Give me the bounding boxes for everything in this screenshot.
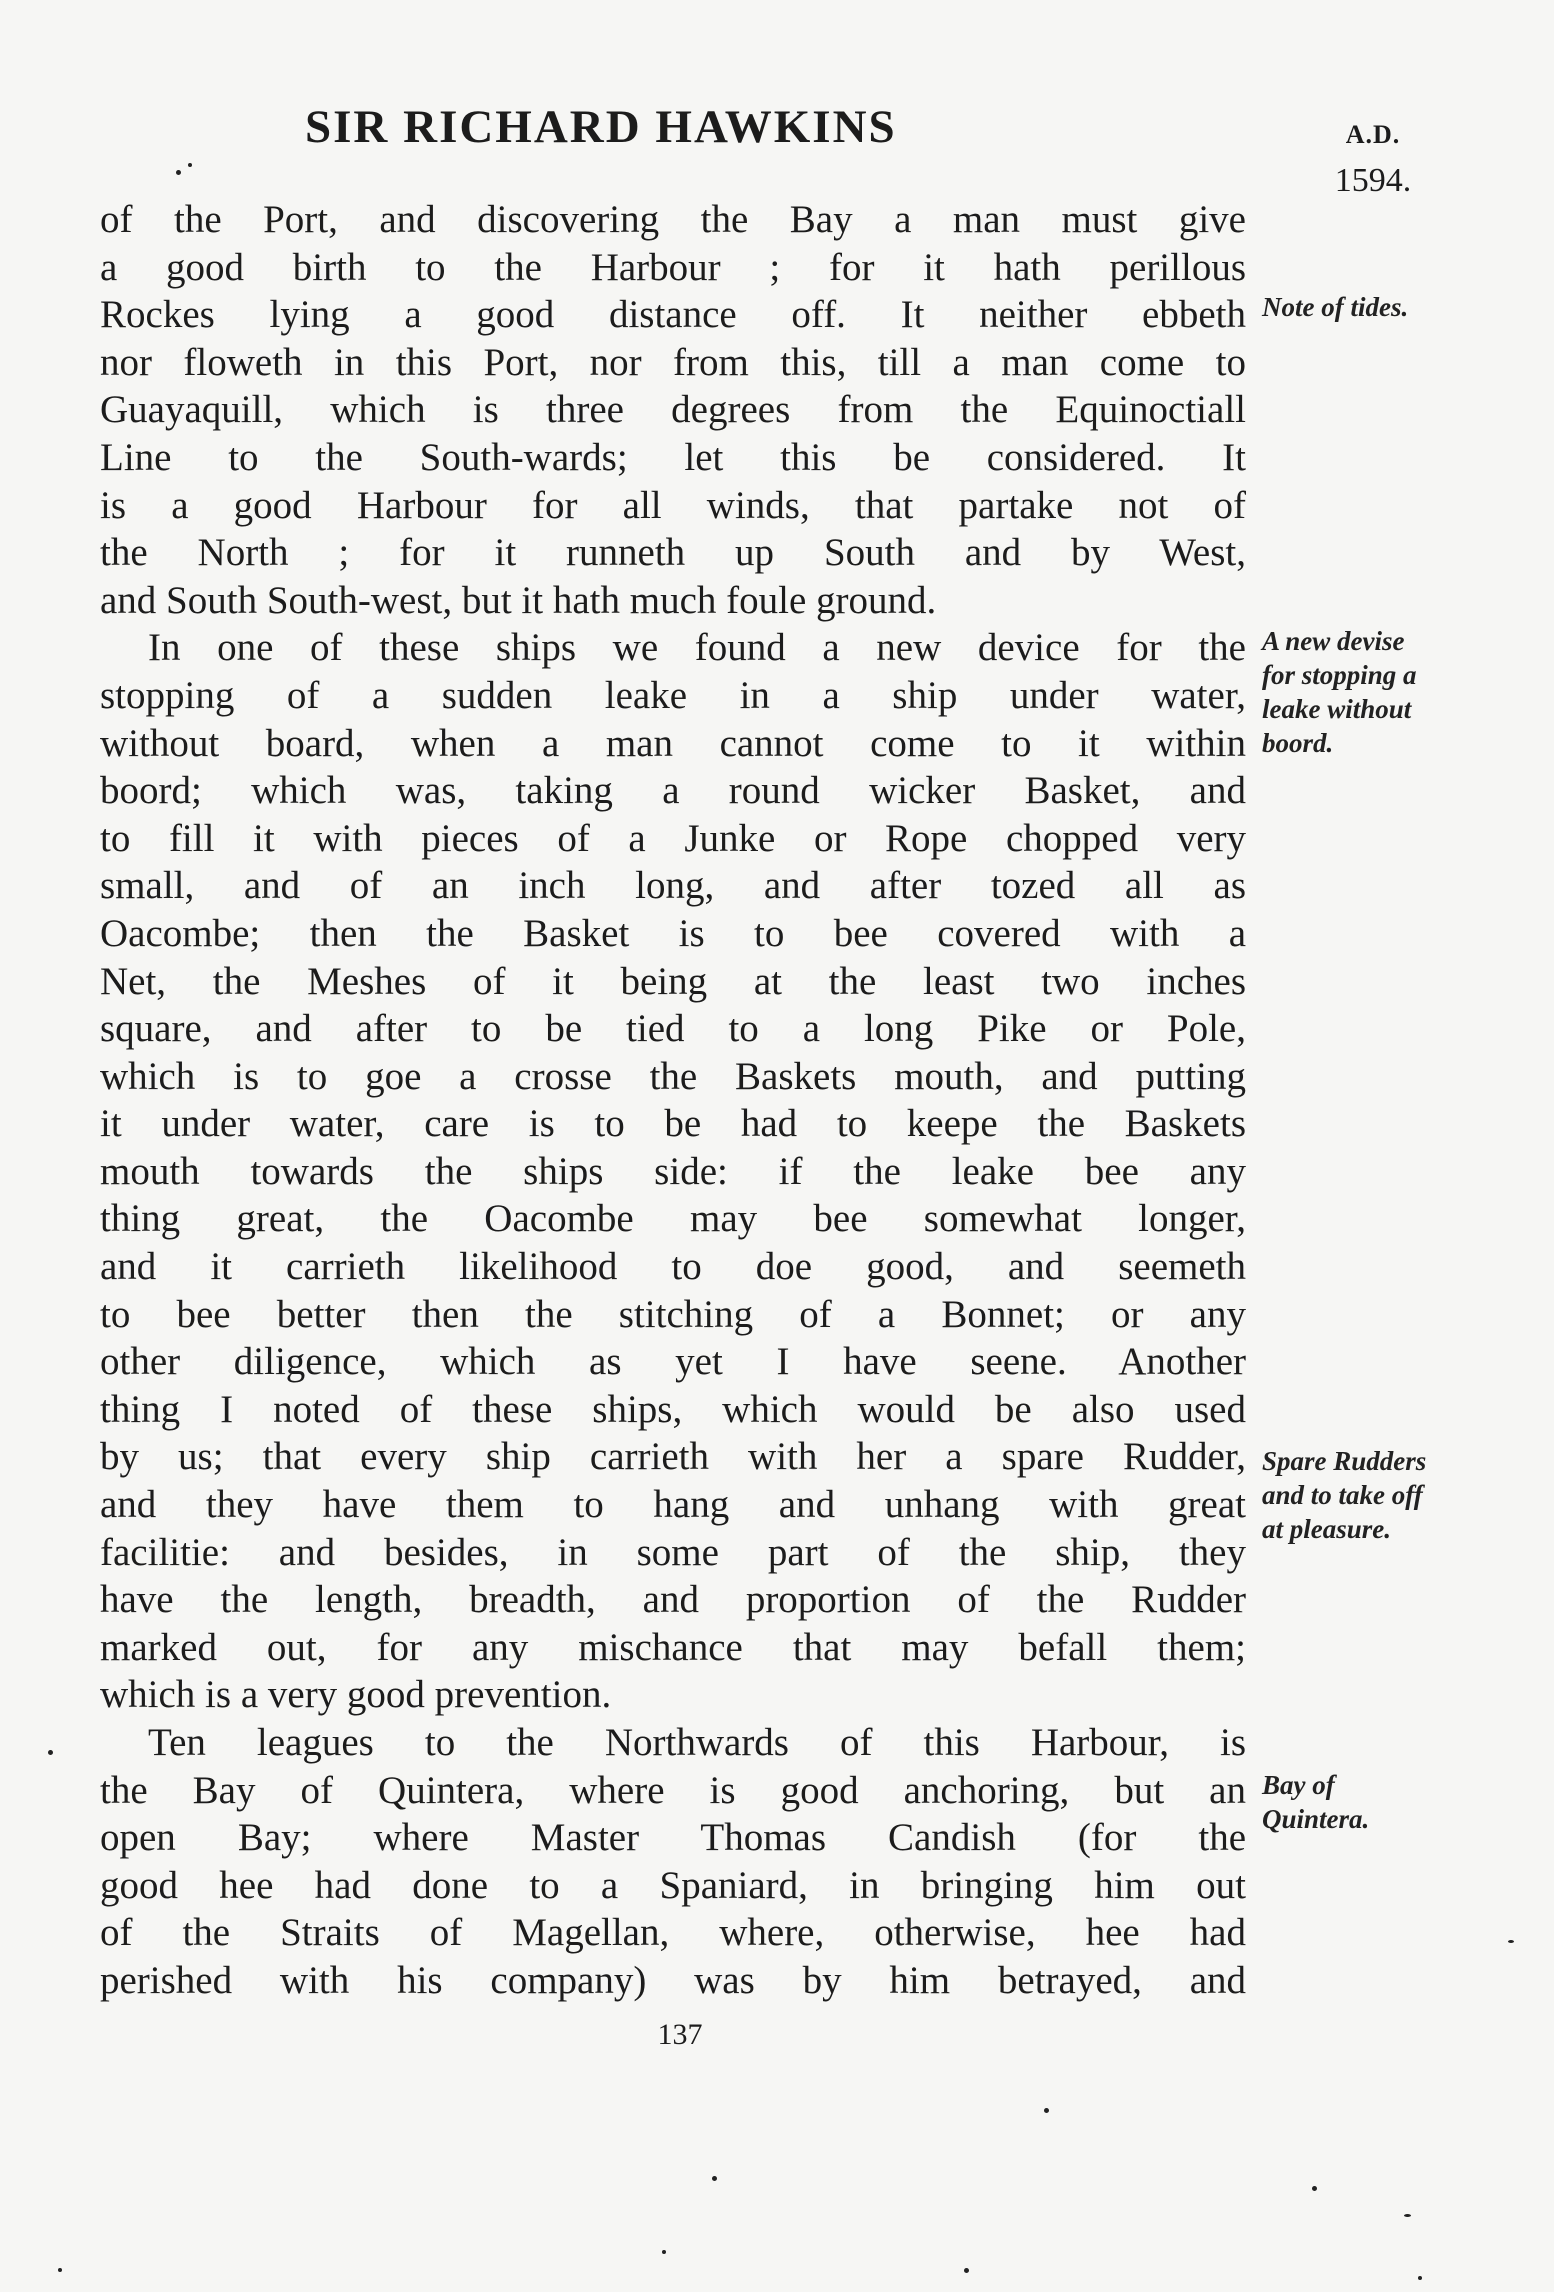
margin-note-line: A new devise (1262, 626, 1405, 656)
text-line: other diligence, which as yet I have seene. Another (100, 1340, 1246, 1384)
margin-note-line: Spare Rudders (1262, 1446, 1427, 1476)
scan-speck (662, 2250, 666, 2254)
text-line: small, and of an inch long, and after tozed all as (100, 864, 1246, 908)
text-line: perished with his company) was by him betrayed, and (100, 1958, 1246, 2002)
running-head-title: SIR RICHARD HAWKINS (305, 101, 897, 153)
text-line: of the Port, and discovering the Bay a man must give (100, 198, 1246, 241)
text-line: and they have them to hang and unhang with great (100, 1483, 1246, 1527)
margin-note-line: boord. (1262, 728, 1334, 758)
text-line: open Bay; where Master Thomas Candish (for the (100, 1816, 1246, 1860)
text-line: without board, when a man cannot come to it within (100, 721, 1246, 765)
text-line: Guayaquill, which is three degrees from the Equinoctiall (100, 388, 1246, 432)
text-line: boord; which was, taking a round wicker Basket, and (100, 769, 1246, 813)
text-line: which is a very good prevention. (100, 1673, 612, 1717)
text-line: of the Straits of Magellan, where, otherwise, hee had (100, 1911, 1246, 1955)
margin-note-bay-of-quintera (1262, 1768, 1369, 1836)
margin-note-spare-rudders (1262, 1444, 1426, 1546)
scan-speck (1404, 2214, 1411, 2217)
text-line: stopping of a sudden leake in a ship under water, (100, 673, 1246, 717)
page-number: 137 (657, 2018, 703, 2051)
text-line: Line to the South-wards; let this be considered. It (100, 435, 1246, 479)
scan-speck (48, 1750, 53, 1755)
text-line: thing I noted of these ships, which would be also used (100, 1387, 1246, 1431)
scan-speck (964, 2268, 969, 2273)
text-line: to bee better then the stitching of a Bonnet; or any (100, 1292, 1246, 1336)
text-line: which is to goe a crosse the Baskets mouth, and putting (100, 1054, 1246, 1098)
margin-note-line: for stopping a (1262, 660, 1417, 690)
text-line: good hee had done to a Spaniard, in bringing him out (100, 1863, 1246, 1907)
text-line: to fill it with pieces of a Junke or Rope chopped very (100, 816, 1246, 860)
scan-speck (1044, 2108, 1049, 2113)
scan-speck (1312, 2186, 1317, 2191)
text-line: the North ; for it runneth up South and by West, (100, 531, 1246, 575)
margin-note-line: at pleasure. (1262, 1514, 1392, 1544)
era-label: A.D. (1345, 120, 1401, 149)
paragraph-start-line: In one of these ships we found a new device for the (148, 626, 1246, 670)
scan-speck (58, 2268, 62, 2272)
text-line: and it carrieth likelihood to doe good, and seemeth (100, 1245, 1246, 1289)
margin-note-line: leake without (1262, 694, 1412, 724)
text-line: by us; that every ship carrieth with her a spare Rudder, (100, 1435, 1246, 1479)
scan-speck (1508, 1940, 1514, 1943)
year-label: 1594. (1334, 162, 1412, 199)
text-line: thing great, the Oacombe may bee somewhat longer, (100, 1197, 1246, 1241)
margin-note-line: Note of tides. (1262, 292, 1409, 322)
text-line: the Bay of Quintera, where is good anchoring, but an (100, 1768, 1246, 1812)
text-line: a good birth to the Harbour ; for it hath perillous (100, 245, 1246, 289)
text-line: marked out, for any mischance that may befall them; (100, 1625, 1246, 1669)
scan-speck (1418, 2276, 1422, 2280)
text-line: have the length, breadth, and proportion of the Rudder (100, 1578, 1246, 1622)
scan-speck (188, 163, 192, 167)
text-line: square, and after to be tied to a long Pike or Pole, (100, 1007, 1246, 1051)
text-line: Oacombe; then the Basket is to bee covered with a (100, 911, 1246, 955)
margin-note-line: and to take off (1262, 1480, 1423, 1510)
margin-note-line: Bay of (1262, 1770, 1335, 1800)
text-line: it under water, care is to be had to keepe the Baskets (100, 1102, 1246, 1146)
text-line: and South South-west, but it hath much foule ground. (100, 578, 937, 622)
date-heading (1318, 112, 1428, 204)
paragraph-start-line: Ten leagues to the Northwards of this Harbour, is (148, 1721, 1246, 1764)
scan-speck (176, 170, 181, 175)
text-line: mouth towards the ships side: if the leake bee any (100, 1149, 1246, 1193)
text-line: facilitie: and besides, in some part of the ship, they (100, 1530, 1246, 1574)
text-line: nor floweth in this Port, nor from this, till a man come to (100, 340, 1246, 384)
margin-note-leake-device (1262, 624, 1417, 760)
margin-note-tides (1262, 290, 1408, 324)
margin-note-line: Quintera. (1262, 1804, 1370, 1834)
text-line: Net, the Meshes of it being at the least two inches (100, 959, 1246, 1003)
text-line: Rockes lying a good distance off. It neither ebbeth (100, 293, 1246, 337)
text-line: is a good Harbour for all winds, that partake not of (100, 483, 1246, 527)
scan-speck (712, 2176, 717, 2181)
body-text (100, 196, 1246, 2005)
